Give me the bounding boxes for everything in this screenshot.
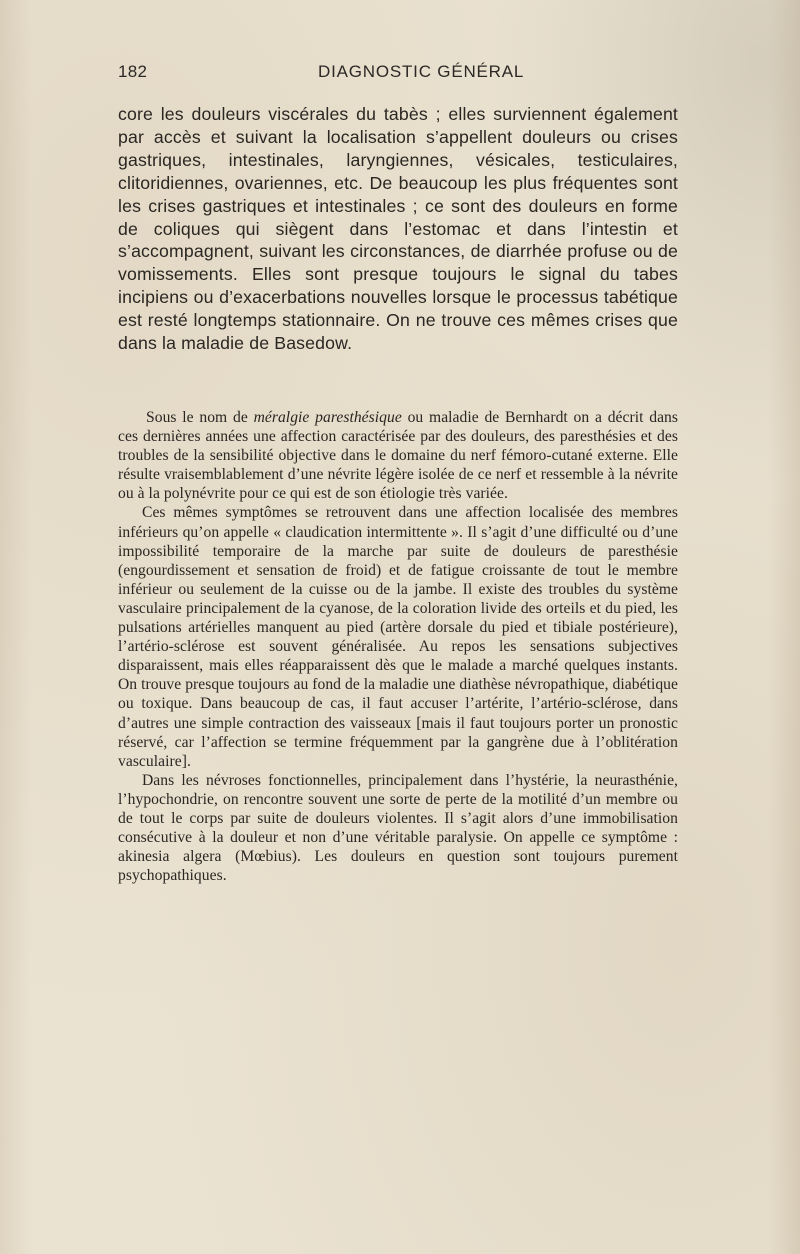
small-print-section [118,408,678,885]
page-header [118,62,678,86]
paragraph-claudication: Ces mêmes symptômes se retrouvent dans une affection localisée des membres inférieurs qu’on appelle « claudication intermittente ». Il s’agit d’une difficulté ou d’une impossibilité temporaire de la marche par suite de douleurs de paresthésie (engourdissement et sensation de froid) et de fatigue croissante de tout le membre inférieur ou seulement de la cuisse ou de la jambe. Il existe des troubles du système vasculaire principalement de la cyanose, de la coloration livide des orteils et du pied, les pulsations artérielles manquent au pied (artère dorsale du pied et tibiale postérieure), l’artério-sclérose est souvent généralisée. Au repos les sensations subjectives disparaissent, mais elles réapparaissent dès que le malade a marché quelques instants. On trouve presque toujours au fond de la maladie une diathèse névropathique, diabétique ou toxique. Dans beaucoup de cas, il faut accuser l’artérite, l’artério-sclérose, dans d’autres une simple contraction des vaisseaux [mais il faut toujours porter un pronostic réservé, car l’affection se termine fréquemment par la gangrène due à l’oblitération vasculaire]. [118,504,678,770]
paragraph-meralgia-lead: Sous le nom de [146,409,248,426]
page-number: 182 [118,62,148,81]
paragraph-meralgia [118,408,678,503]
paragraph-visceral-pains: core les douleurs viscérales du tabès ; elles surviennent également par accès et suivant la localisation s’appellent douleurs ou crises gastriques, intestinales, laryngiennes, vésicales, testiculaires, clitoridiennes, ovariennes, etc. De beaucoup les plus fréquentes sont les crises gastriques et intestinales ; ce sont des douleurs en forme de coliques qui siègent dans l’estomac et dans l’intestin et s’accompagnent, suivant les circonstances, de diarrhée profuse ou de vomissements. Elles sont presque toujours le signal du tabes incipiens ou d’exacerbations nouvelles lorsque le processus tabétique est resté longtemps stationnaire. On ne trouve ces mêmes crises que dans la maladie de Basedow. [118,104,678,354]
paragraph-functional-neuroses: Dans les névroses fonctionnelles, principalement dans l’hystérie, la neurasthénie, l’hypochondrie, on rencontre souvent une sorte de perte de la motilité d’un membre ou de tout le corps par suite de douleurs violentes. Il s’agit alors d’une immobilisation consécutive à la douleur et non d’une véritable paralysie. On appelle ce symptôme : akinesia algera (Mœbius). Les douleurs en question sont toujours purement psychopathiques. [118,771,678,885]
paragraph-meralgia-rest: ou maladie de Bernhardt on a décrit dans ces dernières années une affection caractérisée par des douleurs, des paresthésies et des troubles de la sensibilité objective dans le domaine du nerf fémoro-cutané externe. Elle résulte vraisemblablement d’une névrite légère isolée de ce nerf et ressemble à la névrite ou à la polynévrite pour ce qui est de son étiologie très variée. [118,409,679,503]
running-head: DIAGNOSTIC GÉNÉRAL [318,62,525,81]
italic-term-meralgie: méralgie paresthésique [253,409,402,426]
